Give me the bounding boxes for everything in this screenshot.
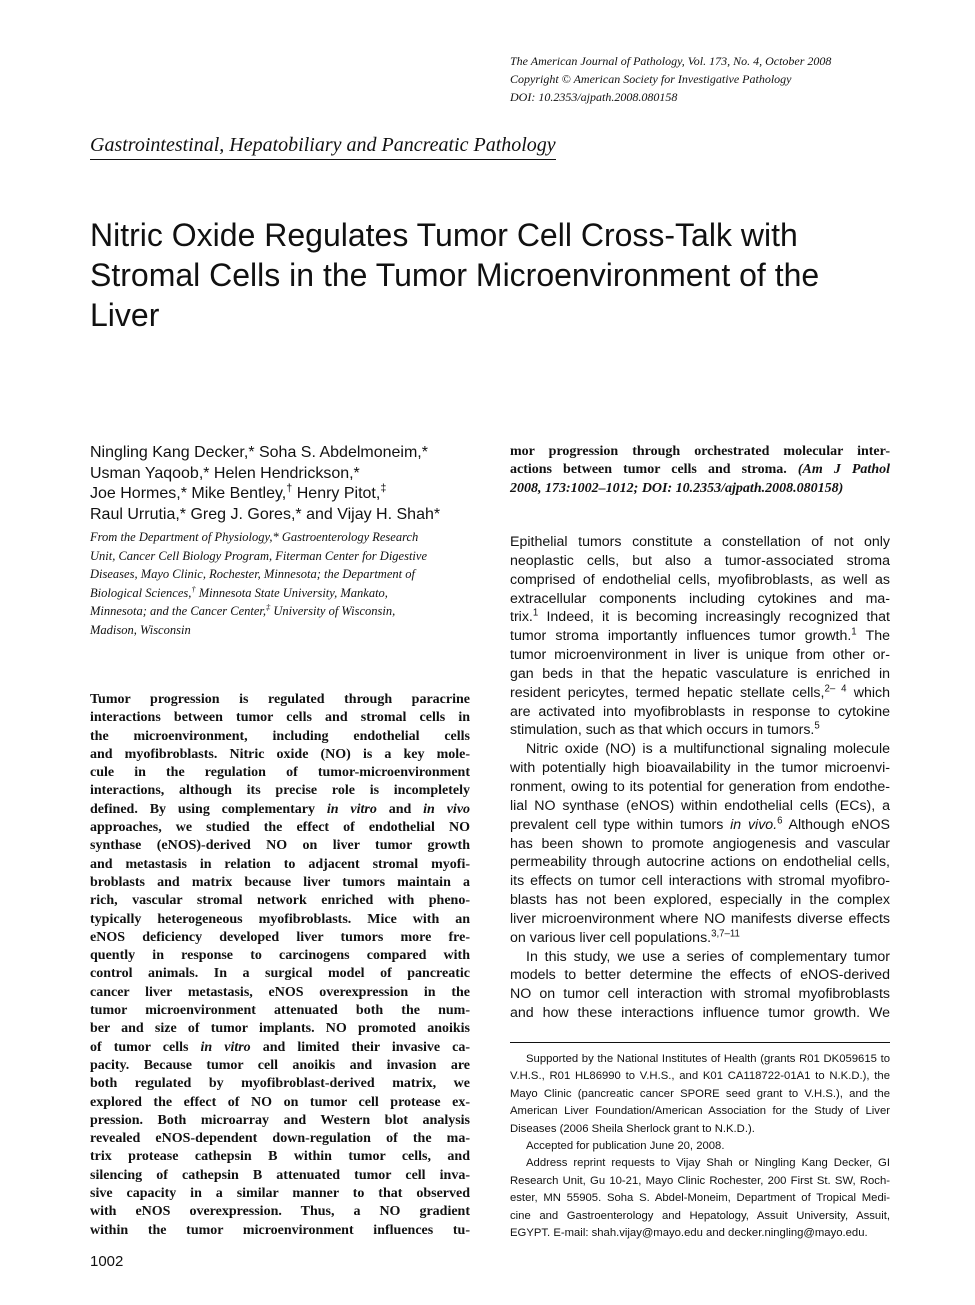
citation: (Am J Pathol	[797, 462, 890, 478]
body-line: has been shown to promote angiogenesis and vascular	[510, 835, 890, 852]
abstract-line: tumor microenvironment attenuated both the num-	[90, 1003, 470, 1019]
affiliations	[90, 528, 485, 640]
body-line: Nitric oxide (NO) is a multifunctional signaling molecule	[526, 741, 890, 758]
abstract-line: Tumor progression is regulated through paracrine	[90, 692, 470, 707]
abstract-line: pression. Both microarray and Western blot analysis	[90, 1112, 470, 1128]
abstract-line: control animals. In a surgical model of pancreatic	[90, 966, 470, 982]
footnote-line: V.H.S., R01 HL86990 to V.H.S., and K01 CA118722-01A1 to N.K.D.), the	[510, 1070, 890, 1083]
abstract-line: rich, vascular stromal network enriched with pheno-	[90, 893, 470, 909]
abstract-line: broblasts and matrix because liver tumors maintain a	[90, 874, 470, 890]
footnote-line: American Liver Foundation/American Association for the Study of Liver	[510, 1105, 890, 1118]
affiliation-line: Unit, Cancer Cell Biology Program, Fiterman Center for Digestive	[90, 548, 427, 563]
abstract-line: silencing of cathepsin B attenuated tumor cell inva-	[90, 1167, 470, 1183]
body-line: tumor stroma importantly influences tumor growth.$^1$ The	[510, 626, 890, 645]
reference-mark: 5	[814, 720, 820, 732]
abstract-continuation	[510, 443, 890, 498]
body-line: and how these interactions influence tumor growth. We	[510, 1005, 890, 1022]
abstract-line: revealed eNOS-dependent down-regulation of the ma-	[90, 1131, 470, 1147]
body-line: with potentially high bioavailability in the tumor microenvi-	[510, 760, 890, 777]
affiliation-line: Minnesota; and the Cancer Center,‡ University of Wisconsin,	[90, 602, 396, 619]
abstract-line: synthase (eNOS)-derived NO on liver tumor growth	[90, 838, 470, 854]
abstract-line: both regulated by myofibroblast-derived matrix, we	[90, 1076, 470, 1092]
author-line: Raul Urrutia,* Greg J. Gores,* and Vijay H. Shah*	[90, 505, 441, 523]
body-line: In this study, we use a series of complementary tumor	[526, 948, 890, 965]
abstract-line: with eNOS overexpression. Thus, a NO gradient	[90, 1204, 470, 1220]
abstract-line: approaches, we studied the effect of endothelial NO	[90, 820, 470, 836]
reference-mark: 1	[532, 607, 539, 619]
footnote-line: Research Unit, Gu 10-21, Mayo Clinic Rochester, 200 First St. SW, Roch-	[510, 1174, 890, 1187]
footnote-line: Accepted for publication June 20, 2008.	[526, 1140, 725, 1153]
citation: 2008, 173:1002–1012; DOI: 10.2353/ajpath.2008.080158)	[510, 480, 844, 496]
page-number: 1002	[90, 1253, 124, 1270]
abstract-line: quently in response to carcinogens compared with	[90, 948, 470, 964]
journal-citation: The American Journal of Pathology, Vol. 173, No. 4, October 2008	[510, 54, 832, 68]
journal-doi: DOI: 10.2353/ajpath.2008.080158	[510, 90, 678, 104]
footnote-line: EGYPT. E-mail: shah.vijay@mayo.edu and decker.ningling@mayo.edu.	[510, 1227, 868, 1240]
reference-mark: 2– 4	[824, 683, 847, 695]
footnote-line: ester, MN 55905. Soha S. Abdel-Moneim, Department of Tropical Medi-	[510, 1192, 890, 1205]
abstract-line: the microenvironment, including endothelial cells	[90, 728, 470, 744]
body-line: on various liver cell populations.$^{3,7-11}$	[510, 927, 740, 946]
abstract-line: cule in the regulation of tumor-microenvironment	[90, 765, 470, 781]
footnote-line: Diseases (2006 Sheila Sherlock grant to N.K.D.).	[510, 1122, 755, 1135]
reference-mark: 3,7–11	[711, 927, 740, 939]
journal-header	[510, 52, 910, 106]
title-line: Liver	[90, 297, 160, 333]
reference-mark: 6	[777, 814, 783, 826]
abstract-line: interactions between tumor cells and stromal cells in	[90, 710, 470, 726]
body-line: neoplastic cells, but also a tumor-associated stroma	[510, 552, 890, 569]
footnote-line: Mayo Clinic (pancreatic cancer SPORE seed grant to V.H.S.), and the	[510, 1087, 890, 1100]
affiliation-line: Madison, Wisconsin	[90, 622, 191, 637]
section-heading: Gastrointestinal, Hepatobiliary and Pancreatic Pathology	[90, 132, 556, 160]
abstract-line: eNOS deficiency developed liver tumors more fre-	[90, 929, 470, 945]
body-line: extracellular components including cytokines and ma-	[510, 590, 890, 607]
body-line: NO on tumor cell interaction with stromal myofibroblasts	[510, 986, 890, 1003]
body-line: are activated into myofibroblasts in response to cytokine	[510, 703, 890, 720]
body-line: models to better determine the effects of eNOS-derived	[510, 967, 890, 984]
affiliation-line: From the Department of Physiology,* Gastroenterology Research	[90, 530, 419, 544]
affiliation-line: Diseases, Mayo Clinic, Rochester, Minnesota; the Department of	[90, 567, 415, 582]
abstract-line: interactions, although its precise role is incompletely	[90, 783, 470, 799]
body-line: ronment, owing to its potential for generation from endothe-	[510, 778, 890, 795]
body-line: resident pericytes, termed hepatic stellate cells,$^{2- 4}$ which	[510, 683, 890, 701]
abstract-line: sive capacity in a similar manner to that observed	[90, 1186, 470, 1202]
article-title	[90, 215, 890, 335]
abstract-line: and myofibroblasts. Nitric oxide (NO) is a key mole-	[90, 746, 470, 762]
body-line: trix.$^1$ Indeed, it is becoming increasingly recognized that	[510, 607, 890, 626]
double-dagger-mark: ‡	[380, 482, 387, 495]
abstract-line: typically heterogeneous myofibroblasts. Mice with an	[90, 911, 470, 927]
dagger-mark: †	[286, 482, 293, 495]
body-line: lial NO synthase (eNOS) within endothelial cells (ECs), a	[510, 797, 890, 814]
abstract-line: of tumor cells in vitro and limited their invasive ca-	[90, 1039, 471, 1055]
abstract-line: within the tumor microenvironment influences tu-	[90, 1222, 470, 1238]
author-line: Ningling Kang Decker,* Soha S. Abdelmoneim,*	[90, 444, 428, 461]
body-line: its effects on tumor cell interactions with stromal myofibro-	[510, 873, 890, 890]
author-line: Joe Hormes,* Mike Bentley,† Henry Pitot,‡	[90, 482, 387, 502]
abstract-line: actions between tumor cells and stroma. (Am J Pathol	[510, 462, 890, 478]
abstract-line: pacity. Because tumor cell anoikis and invasion are	[90, 1057, 470, 1073]
body-line: Epithelial tumors constitute a constellation of not only	[510, 534, 890, 550]
abstract-line: trix protease cathepsin B within tumor cells, and	[90, 1149, 470, 1165]
abstract-line: and metastasis in relation to adjacent stromal myofi-	[90, 856, 470, 872]
author-list	[90, 443, 485, 525]
abstract	[90, 691, 470, 1240]
footnotes	[510, 1051, 890, 1242]
abstract-line: defined. By using complementary in vitro and in vivo	[90, 801, 471, 817]
author-line: Usman Yaqoob,* Helen Hendrickson,*	[90, 464, 360, 482]
body-line: permeability through autocrine actions on endothelial cells,	[510, 854, 890, 871]
abstract-line: cancer liver metastasis, eNOS overexpression in the	[90, 984, 470, 1000]
body-line: stimulation, such as that which occurs in tumors.$^5$	[510, 720, 820, 739]
reference-mark: 1	[851, 626, 857, 638]
abstract-line	[510, 480, 890, 498]
body-line: prevalent cell type within tumors in vivo.$^6$ Although eNOS	[510, 814, 890, 833]
title-line: Nitric Oxide Regulates Tumor Cell Cross-Talk with	[90, 217, 798, 253]
footnote-line: Supported by the National Institutes of Health (grants R01 DK059615 to	[526, 1053, 890, 1065]
body-line: gan beds in that the hepatic vasculature is enriched in	[510, 665, 890, 682]
footnote-line: Address reprint requests to Vijay Shah or Ningling Kang Decker, GI	[526, 1157, 890, 1170]
body-line: liver microenvironment where NO manifests diverse effects	[510, 910, 890, 927]
title-line: Stromal Cells in the Tumor Microenvironment of the	[90, 257, 820, 293]
body-line: blasts has not been explored, especially in the complex	[510, 892, 890, 909]
footnote-line: cine and Gastroenterology and Hepatology, Assuit University, Assuit,	[510, 1209, 890, 1222]
abstract-line: ber and size of tumor implants. NO promoted anoikis	[90, 1021, 470, 1037]
body-line: tumor microenvironment in liver is unique from other or-	[510, 647, 890, 664]
body-text	[510, 533, 890, 1023]
affiliation-line: Biological Sciences,† Minnesota State University, Mankato,	[90, 583, 388, 600]
journal-copyright: Copyright © American Society for Investigative Pathology	[510, 72, 792, 86]
abstract-line: explored the effect of NO on tumor cell protease ex-	[90, 1094, 470, 1110]
abstract-line: mor progression through orchestrated molecular inter-	[510, 444, 890, 459]
body-line: comprised of endothelial cells, myofibroblasts, as well as	[510, 571, 890, 588]
footnote-divider	[510, 1042, 890, 1043]
